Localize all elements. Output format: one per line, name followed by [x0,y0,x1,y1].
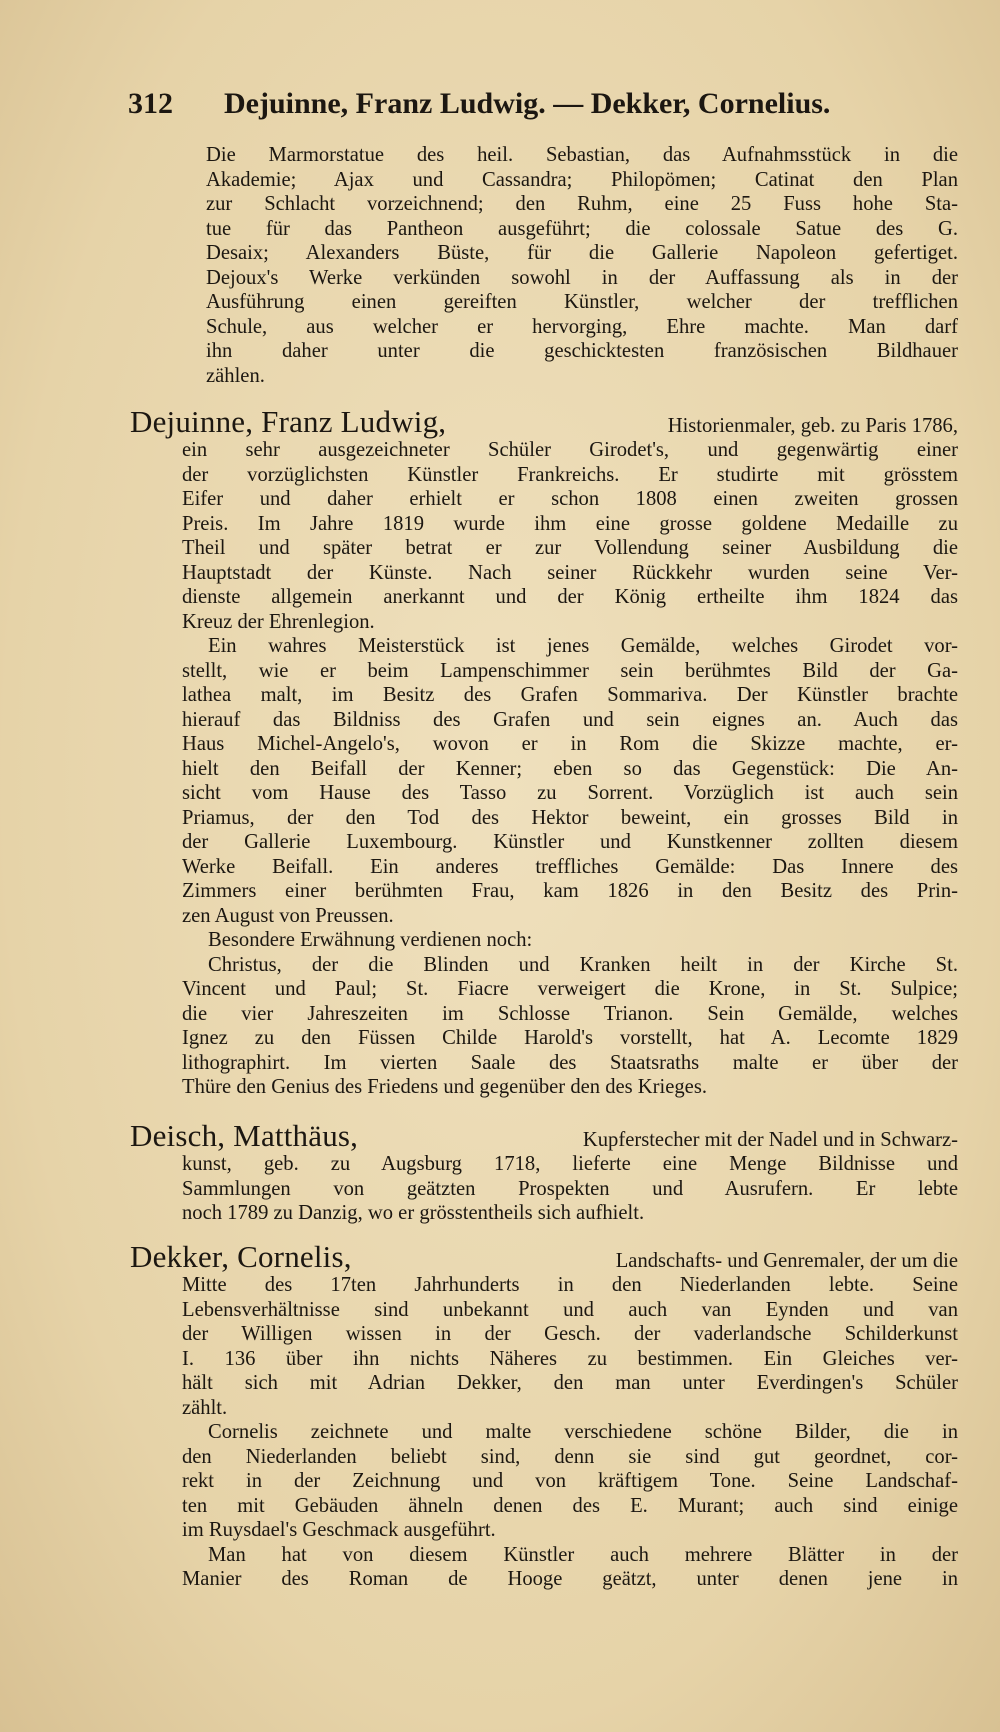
text-line: Ausführung einen gereiften Künstler, welcher der trefflichen [206,291,958,313]
text-line: Haus Michel-Angelo's, wovon er in Rom die Skizze machte, er- [182,733,958,755]
text-line: Ignez zu den Füssen Childe Harold's vorstellt, hat A. Lecomte 1829 [182,1027,958,1049]
entry-first-line: Kupferstecher mit der Nadel und in Schwarz- [582,1129,958,1151]
text-line: den Niederlanden beliebt sind, denn sie sind gut geordnet, cor- [182,1445,958,1468]
text-line: Desaix; Alexanders Büste, für die Gallerie Napoleon gefertiget. [206,242,958,264]
text-line: Ein wahres Meisterstück ist jenes Gemälde, welches Girodet vor- [208,635,958,657]
text-line: Hauptstadt der Künste. Nach seiner Rückkehr wurden seine Ver- [182,561,958,584]
text-line: Cornelis zeichnete und malte verschiedene schöne Bilder, die in [208,1421,958,1443]
text-line: ihn daher unter die geschicktesten französischen Bildhauer [206,340,958,362]
running-title: Dejuinne, Franz Ludwig. — Dekker, Cornelius. [224,87,831,120]
entry-name: Dejuinne, Franz Ludwig, [130,404,447,439]
entry-dekker [130,1239,958,1592]
text-line: dienste allgemein anerkannt und der König ertheilte ihm 1824 das [182,586,958,608]
text-line: Mitte des 17ten Jahrhunderts in den Niederlanden lebte. Seine [182,1274,958,1296]
entry-name: Dekker, Cornelis, [130,1239,352,1274]
text-line: im Ruysdael's Geschmack ausgeführt. [182,1519,496,1541]
text-line: Kreuz der Ehrenlegion. [182,610,375,633]
entry-name: Deisch, Matthäus, [130,1118,359,1153]
text-line: zen August von Preussen. [182,904,394,927]
text-line: der vorzüglichsten Künstler Frankreichs. Er studirte mit grösstem [182,463,958,486]
text-line: Schule, aus welcher er hervorging, Ehre machte. Man darf [206,315,958,338]
text-line: lathea malt, im Besitz des Grafen Sommariva. Der Künstler brachte [182,684,958,706]
text-line: lithographirt. Im vierten Saale des Staatsraths malte er über der [182,1051,958,1074]
running-header [128,86,888,122]
text-line: Akademie; Ajax und Cassandra; Philopömen; Catinat den Plan [206,168,958,191]
page-number: 312 [128,87,173,120]
text-line: Eifer und daher erhielt er schon 1808 einen zweiten grossen [182,488,958,510]
entry-first-line: Landschafts- und Genremaler, der um die [615,1250,958,1272]
text-line: Besondere Erwähnung verdienen noch: [208,929,533,951]
text-line: die vier Jahreszeiten im Schlosse Trianon. Sein Gemälde, welches [182,1002,958,1025]
text-line: Priamus, der den Tod des Hektor beweint, ein grosses Bild in [182,806,958,829]
entry-deisch [130,1118,958,1226]
text-line: noch 1789 zu Danzig, wo er grösstentheils sich aufhielt. [182,1202,645,1224]
text-line: zur Schlacht vorzeichnend; den Ruhm, eine 25 Fuss hohe Sta- [206,193,958,215]
text-line: tue für das Pantheon ausgeführt; die colossale Satue des G. [206,217,958,240]
text-line: zählen. [206,364,265,387]
text-line: der Willigen wissen in der Gesch. der vaderlandsche Schilderkunst [182,1323,958,1345]
text-line: hielt den Beifall der Kenner; eben so das Gegenstück: Die An- [182,757,958,780]
text-line: Man hat von diesem Künstler auch mehrere Blätter in der [208,1543,958,1566]
text-line: sicht vom Hause des Tasso zu Sorrent. Vorzüglich ist auch sein [182,782,958,804]
text-line: Vincent und Paul; St. Fiacre verweigert die Krone, in St. Sulpice; [182,978,958,1000]
text-line: kunst, geb. zu Augsburg 1718, lieferte eine Menge Bildnisse und [182,1153,958,1175]
entry-heading-line [130,1241,958,1273]
entry-dejuinne [130,404,958,1100]
text-line: hierauf das Bildniss des Grafen und sein eignes an. Auch das [182,708,958,731]
text-line: Sammlungen von geätzten Prospekten und Ausrufern. Er lebte [182,1177,958,1200]
text-line: Theil und später betrat er zur Vollendung seiner Ausbildung die [182,537,958,559]
text-line: hält sich mit Adrian Dekker, den man unter Everdingen's Schüler [182,1372,958,1394]
text-line: I. 136 über ihn nichts Näheres zu bestimmen. Ein Gleiches ver- [182,1347,958,1370]
text-line: Christus, der die Blinden und Kranken heilt in der Kirche St. [208,953,958,976]
text-line: rekt in der Zeichnung und von kräftigem Tone. Seine Landschaf- [182,1470,958,1492]
continuation-paragraph [206,143,958,388]
text-line: Dejoux's Werke verkünden sowohl in der Auffassung als in der [206,266,958,289]
text-line: Manier des Roman de Hooge geätzt, unter denen jene in [182,1568,958,1590]
entry-first-line: Historienmaler, geb. zu Paris 1786, [667,415,958,437]
text-line: zählt. [182,1396,228,1419]
text-line: Werke Beifall. Ein anderes treffliches Gemälde: Das Innere des [182,855,958,878]
text-line: Preis. Im Jahre 1819 wurde ihm eine grosse goldene Medaille zu [182,512,958,535]
text-line: Lebensverhältnisse sind unbekannt und auch van Eynden und van [182,1298,958,1321]
text-line: Thüre den Genius des Friedens und gegenüber den des Krieges. [182,1076,707,1098]
text-line: ten mit Gebäuden ähneln denen des E. Murant; auch sind einige [182,1494,958,1517]
text-line: der Gallerie Luxembourg. Künstler und Kunstkenner zollten diesem [182,831,958,853]
text-line: Zimmers einer berühmten Frau, kam 1826 in den Besitz des Prin- [182,880,958,902]
text-line: ein sehr ausgezeichneter Schüler Girodet's, und gegenwärtig einer [182,439,958,461]
text-line: Die Marmorstatue des heil. Sebastian, das Aufnahmsstück in die [206,144,958,166]
entry-heading-line [130,406,958,438]
text-line: stellt, wie er beim Lampenschimmer sein berühmtes Bild der Ga- [182,659,958,682]
entry-heading-line [130,1120,958,1152]
